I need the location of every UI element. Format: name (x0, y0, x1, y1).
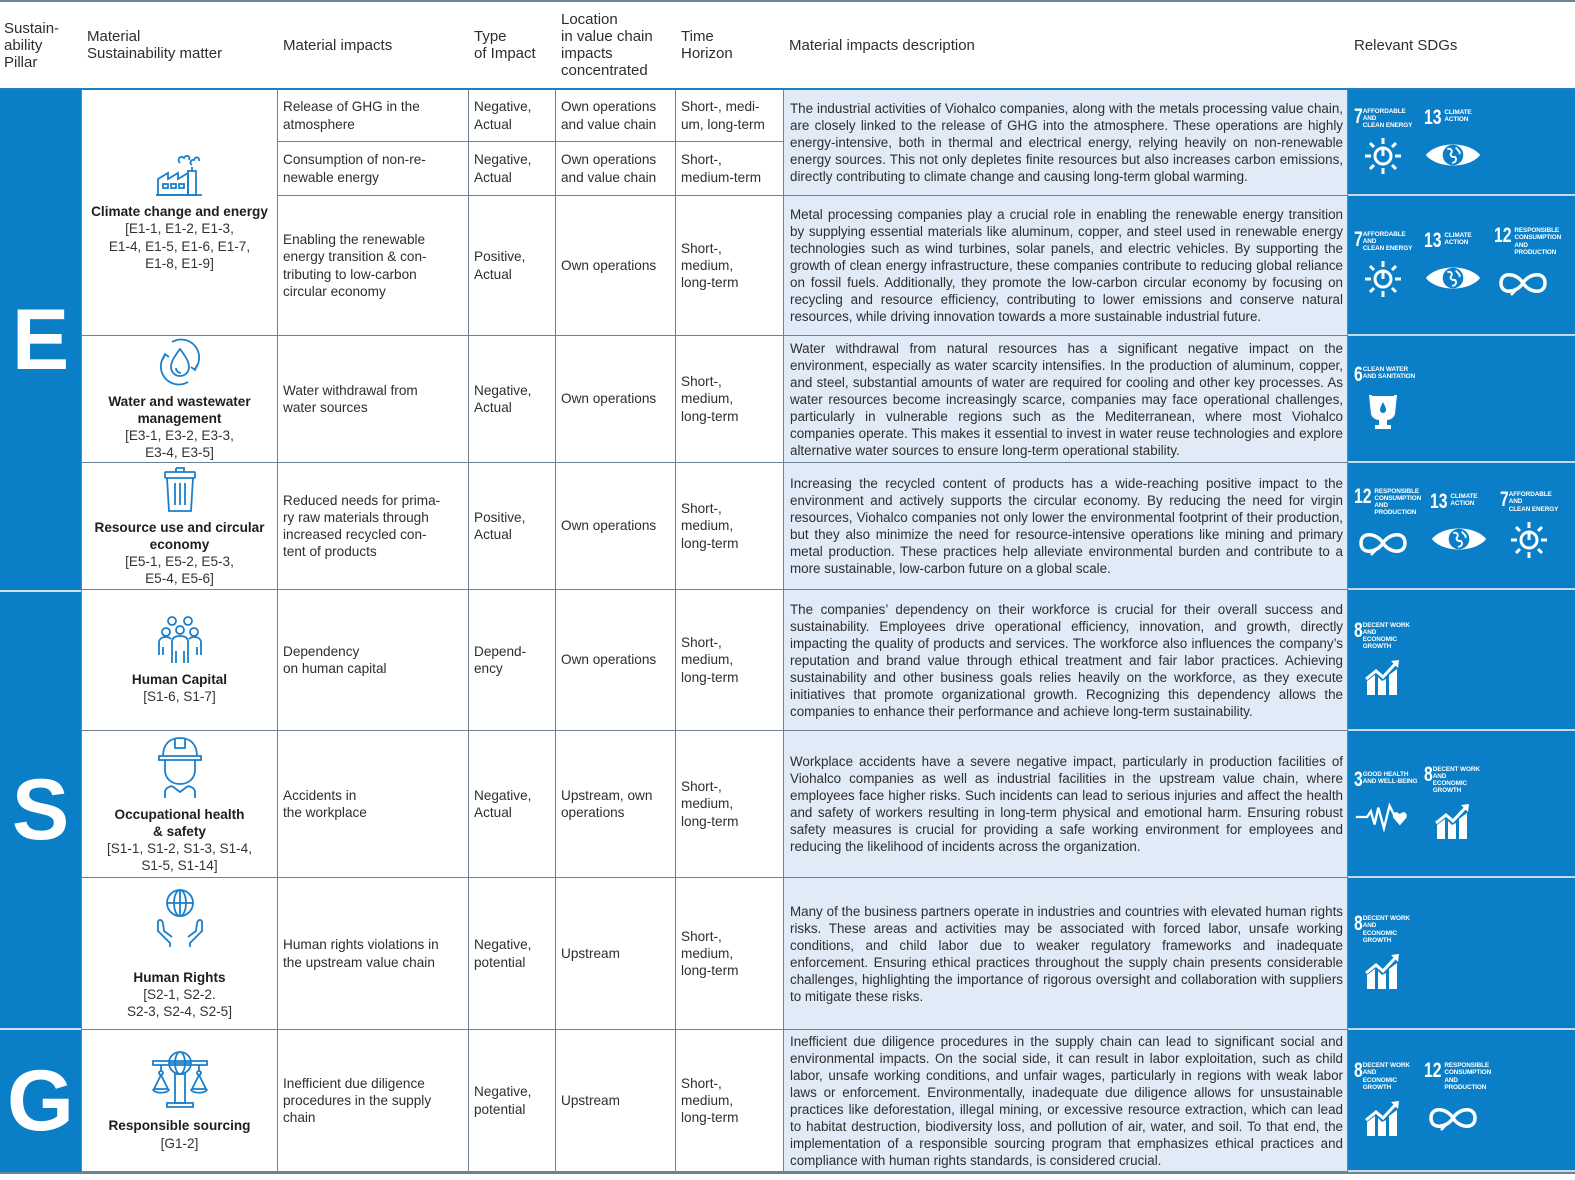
description-cell (784, 463, 1348, 590)
sun-power-icon (1354, 258, 1412, 300)
location-cell (556, 731, 676, 878)
location-cell (556, 196, 676, 336)
impact-cell (278, 196, 469, 336)
time-horizon-cell (676, 336, 784, 463)
time-horizon-cell (676, 1030, 784, 1172)
matter-name: Human Capital (131, 671, 228, 687)
sdg-cell (1348, 731, 1575, 878)
header-matter: Material Sustainability matter (87, 28, 223, 62)
header-impacts: Material impacts (283, 36, 393, 54)
time-horizon-cell (676, 463, 784, 590)
impact-cell (278, 590, 469, 731)
pillar-divider (0, 1028, 81, 1030)
sdg-3-badge (1354, 767, 1420, 838)
time-horizon-text: Short-, medium-term (681, 152, 762, 185)
heartbeat-icon (1354, 796, 1412, 838)
sdg-title (1354, 914, 1420, 944)
sdg-number: 13 (1424, 229, 1442, 252)
time-horizon-text: Short-, medi- um, long-term (681, 99, 765, 132)
matter-cell (81, 336, 278, 463)
sdg-title (1424, 231, 1490, 251)
header-time: Time Horizon (681, 28, 733, 62)
type-text: Positive, Actual (474, 509, 526, 542)
factory-icon (154, 153, 206, 197)
water-cycle-icon (155, 337, 205, 387)
type-text: Negative, Actual (474, 99, 532, 132)
description-text: Many of the business partners operate in industries and countries with elevated human rights risks. These areas and activities may be associated with forced labor, unsafe working conditions, and child labor due to weaker regulatory frameworks and inadequate enforcement. Ensuring ethical practices throughout the supply chain presents considerable challenges, highlighting the importance of rigorous oversight and collaboration with suppliers to mitigate these risks. (790, 903, 1343, 1004)
matter-cell (81, 878, 278, 1030)
type-text: Negative, potential (474, 937, 532, 970)
sdg-cell (1348, 336, 1575, 463)
matter-codes: [E3-1, E3-2, E3-3, E3-4, E3-5] (125, 428, 234, 461)
sdg-title (1354, 362, 1420, 386)
sdg-number: 6 (1354, 362, 1363, 386)
matter-name: Resource use and circular economy (94, 519, 265, 552)
water-glass-icon (1354, 391, 1412, 433)
growth-chart-icon (1354, 656, 1412, 698)
infinity-loop-icon (1424, 1097, 1482, 1139)
time-horizon-text: Short-, medium, long-term (681, 1075, 739, 1126)
eye-globe-icon (1424, 134, 1482, 176)
impact-cell (278, 1030, 469, 1172)
pillar-g (0, 1030, 81, 1172)
sdg-label: CLIMATE ACTION (1444, 232, 1472, 247)
sdg-number: 3 (1354, 767, 1363, 791)
sdg-label: AFFORDABLE AND CLEAN ENERGY (1362, 107, 1413, 130)
sdg-title (1354, 1061, 1420, 1091)
table-bottom-rule (0, 1172, 1575, 1174)
sdg-title (1354, 767, 1420, 791)
time-horizon-cell (676, 590, 784, 731)
description-cell (784, 731, 1348, 878)
description-text: Inefficient due diligence procedures in the supply chain can lead to significant social and environmental impacts. On the social side, it can result in labor exploitation, such as child labor, unsafe working conditions, and unfair wages, particularly in regions with weak labor laws or enforcement. Environmentally, inadequate due diligence allows for unsustainable practices like deforestation, illegal mining, or excessive resource extraction, which can lead to habitat destruction, biodiversity loss, and pollution of air, water, and soil. To that end, the implementation of a responsible sourcing program that emphasizes ethical practices and compliance with human rights standards, is considered crucial. (790, 1033, 1343, 1168)
header-location: Location in value chain impacts concentrated (561, 11, 653, 79)
globe-hands-icon (154, 887, 206, 947)
sdg-cell (1348, 590, 1575, 731)
sdg-number: 12 (1354, 484, 1372, 508)
sdg-title (1354, 104, 1420, 130)
sdg-label: AFFORDABLE AND CLEAN ENERGY (1508, 491, 1559, 513)
growth-chart-icon (1424, 800, 1482, 842)
location-text: Own operations (561, 652, 657, 668)
impact-cell (278, 142, 469, 196)
description-text: The industrial activities of Viohalco companies, along with the metals processing value chain, are closely linked to the release of GHG into the atmosphere. These operations are highly energy-intensive, both in thermal and electrical energy, relying heavily on non-renewable energy sources. This not only depletes finite resources but also increases carbon emissions, directly contributing to climate change and causing long-term global warming. (790, 101, 1343, 184)
infinity-loop-icon (1494, 262, 1552, 304)
description-text: Water withdrawal from natural resources has a significant negative impact on the environment, especially as water scarcity intensifies. In the production of aluminum, copper, and steel, substantial amounts of water are required for cooling and other key processes. As water resources become increasingly scarce, companies may face operational challenges, particularly in vulnerable regions such as the Mediterranean, where most Viohalco companies operate. This makes it essential to invest in water reuse technologies and explore alternative water sources to ensure long-term operational stability. (790, 340, 1343, 458)
type-cell (469, 1030, 556, 1172)
eye-globe-icon (1430, 518, 1488, 560)
sdg-12-badge (1354, 484, 1426, 565)
description-cell (784, 1030, 1348, 1172)
type-cell (469, 336, 556, 463)
type-cell (469, 196, 556, 336)
time-horizon-cell (676, 90, 784, 142)
time-horizon-cell (676, 878, 784, 1030)
sdg-label: RESPONSIBLE CONSUMPTION AND PRODUCTION (1374, 487, 1422, 517)
pillar-letter: S (11, 761, 70, 858)
sdg-label: DECENT WORK AND ECONOMIC GROWTH (1362, 621, 1410, 651)
matter-codes: [S2-1, S2-2. S2-3, S2-4, S2-5] (126, 986, 233, 1020)
time-horizon-text: Short-, medium, long-term (681, 501, 739, 551)
sdg-cell (1348, 196, 1575, 336)
time-horizon-text: Short-, medium, long-term (681, 240, 739, 291)
pillar-e (0, 90, 81, 590)
growth-chart-icon (1354, 950, 1412, 992)
time-horizon-text: Short-, medium, long-term (681, 374, 739, 424)
impact-text: Human rights violations in the upstream value chain (283, 937, 439, 970)
impact-text: Reduced needs for prima- ry raw materials through increased recycled con- tent of products (283, 492, 441, 560)
description-text: Increasing the recycled content of products has a wide-reaching positive impact to the environment and actively supports the circular economy. By reducing the need for virgin resources, Viohalco companies not only lower the environmental footprint of their production, but they also minimize the need for resource-intensive operations like mining and primary metal production. These practices help alleviate environmental burden and contribute to a more sustainable, low-carbon future on a global scale. (790, 476, 1343, 576)
sdg-title (1424, 108, 1490, 128)
sdg-8-badge (1354, 1061, 1420, 1139)
time-horizon-text: Short-, medium, long-term (681, 635, 739, 685)
pillar-divider (0, 590, 81, 592)
location-text: Own operations (561, 391, 657, 407)
type-cell (469, 142, 556, 196)
sdg-number: 7 (1354, 227, 1363, 251)
time-horizon-cell (676, 196, 784, 336)
type-text: Negative, Actual (474, 787, 532, 820)
header-sdgs: Relevant SDGs (1354, 36, 1458, 54)
location-text: Upstream, own operations (561, 787, 653, 820)
location-text: Own operations (561, 518, 657, 534)
pillar-letter: E (11, 291, 70, 388)
sdg-8-badge (1354, 914, 1420, 992)
impact-text: Enabling the renewable energy transition & con- tributing to low-carbon circular economy (283, 232, 427, 299)
sdg-number: 7 (1354, 104, 1363, 128)
sdg-number: 8 (1354, 618, 1363, 642)
sdg-number: 12 (1494, 224, 1512, 248)
location-cell (556, 878, 676, 1030)
location-text: Upstream (561, 945, 620, 961)
impact-text: Inefficient due diligence procedures in the supply chain (283, 1075, 432, 1126)
sdg-label: DECENT WORK AND ECONOMIC GROWTH (1432, 765, 1480, 795)
sdg-cell (1348, 90, 1575, 196)
description-cell (784, 336, 1348, 463)
type-text: Negative, potential (474, 1084, 532, 1117)
sdg-number: 8 (1354, 1059, 1363, 1083)
matter-name: Responsible sourcing (108, 1118, 251, 1134)
header-pillar: Sustain- ability Pillar (4, 19, 60, 71)
location-cell (556, 336, 676, 463)
sdg-label: GOOD HEALTH AND WELL-BEING (1362, 770, 1418, 785)
sdg-title (1354, 227, 1420, 253)
matter-cell (81, 1030, 278, 1172)
sdg-8-badge (1424, 762, 1490, 843)
description-cell (784, 90, 1348, 196)
location-cell (556, 463, 676, 590)
location-cell (556, 590, 676, 731)
location-text: Own operations and value chain (561, 99, 657, 132)
sdg-label: AFFORDABLE AND CLEAN ENERGY (1362, 230, 1413, 253)
type-text: Positive, Actual (474, 249, 526, 282)
sdg-label: RESPONSIBLE CONSUMPTION AND PRODUCTION (1444, 1062, 1492, 1091)
location-text: Own operations and value chain (561, 152, 657, 185)
sdg-13-badge (1430, 489, 1496, 560)
sdg-cell (1348, 1030, 1575, 1172)
sdg-title (1424, 762, 1490, 795)
time-horizon-text: Short-, medium, long-term (681, 779, 739, 829)
impact-cell (278, 336, 469, 463)
type-cell (469, 463, 556, 590)
matter-codes: [E5-1, E5-2, E5-3, E5-4, E5-6] (125, 554, 234, 587)
sdg-title (1424, 1061, 1496, 1091)
type-cell (469, 878, 556, 1030)
matter-codes: [E1-1, E1-2, E1-3, E1-4, E1-5, E1-6, E1-7, E1-8, E1-9] (108, 221, 251, 271)
description-text: Workplace accidents have a severe negative impact, particularly in production facilities of Viohalco companies as well as industrial facilities in the upstream value chain, where employees face higher risks. Such incidents can lead to serious injuries and affect the health and safety of workers resulting in long-term physical and emotional harm. Ensuring robust safety measures is crucial for providing a safe working environment for employees and reducing the likelihood of incidents across the organization. (790, 754, 1343, 854)
sdg-label: RESPONSIBLE CONSUMPTION AND PRODUCTION (1514, 227, 1562, 256)
header-description: Material impacts description (789, 36, 975, 54)
description-cell (784, 196, 1348, 336)
matter-codes: [S1-1, S1-2, S1-3, S1-4, S1-5, S1-14] (106, 841, 253, 874)
time-horizon-cell (676, 731, 784, 878)
location-text: Own operations (561, 257, 657, 273)
location-cell (556, 90, 676, 142)
pillar-s (0, 592, 81, 1028)
sdg-number: 7 (1500, 488, 1509, 512)
sdg-cell (1348, 878, 1575, 1030)
location-cell (556, 142, 676, 196)
sdg-7-badge (1500, 490, 1566, 561)
impact-cell (278, 878, 469, 1030)
growth-chart-icon (1354, 1097, 1412, 1139)
sdg-title (1430, 489, 1496, 513)
trash-bin-icon (162, 465, 198, 513)
sun-power-icon (1354, 135, 1412, 177)
matter-codes: [G1-2] (160, 1135, 199, 1151)
sdg-8-badge (1354, 618, 1420, 699)
sdg-title (1354, 484, 1426, 517)
sdg-number: 8 (1354, 912, 1363, 936)
description-cell (784, 878, 1348, 1030)
type-text: Negative, Actual (474, 152, 532, 185)
impact-text: Release of GHG in the atmosphere (283, 99, 420, 132)
matter-name: Occupational health & safety (114, 806, 245, 839)
sdg-number: 8 (1424, 762, 1433, 786)
pillar-letter: G (7, 1052, 74, 1149)
impact-text: Water withdrawal from water sources (283, 382, 418, 415)
location-cell (556, 1030, 676, 1172)
sdg-12-badge (1424, 1061, 1496, 1139)
type-cell (469, 90, 556, 142)
hard-hat-worker-icon (155, 734, 205, 800)
matter-name: Human Rights (133, 969, 226, 985)
sdg-6-badge (1354, 362, 1420, 433)
matter-cell (81, 463, 278, 590)
type-cell (469, 590, 556, 731)
matter-cell (81, 90, 278, 336)
description-text: The companies’ dependency on their workforce is crucial for their overall success and sustainability. Employees drive operational efficiency, innovation, and growth, directly impacting the quality of products and services. The workforce also influences the company’s reputation and brand value through ethical treatment and fair labor practices. Achieving sustainability and other business goals relies heavily on the workforce, as they execute initiatives that promote organizational growth. Recognizing this dependency allows the companies to enhance their performance and achieve long-term sustainability. (790, 601, 1343, 719)
impact-text: Dependency on human capital (283, 643, 387, 676)
time-horizon-text: Short-, medium, long-term (681, 928, 739, 979)
people-group-icon (155, 615, 205, 665)
scales-globe-icon (149, 1049, 211, 1111)
location-text: Upstream (561, 1092, 620, 1108)
description-cell (784, 590, 1348, 731)
matter-cell (81, 590, 278, 731)
sdg-label: DECENT WORK AND ECONOMIC GROWTH (1362, 1062, 1410, 1091)
infinity-loop-icon (1354, 522, 1412, 564)
eye-globe-icon (1424, 257, 1482, 299)
sdg-label: CLIMATE ACTION (1450, 492, 1478, 507)
sdg-title (1500, 490, 1566, 513)
impact-cell (278, 731, 469, 878)
sdg-label: CLIMATE ACTION (1444, 109, 1472, 124)
header-type: Type of Impact (474, 28, 536, 62)
sdg-number: 13 (1424, 106, 1442, 129)
type-text: Negative, Actual (474, 382, 532, 415)
sdg-number: 13 (1430, 489, 1448, 513)
sdg-13-badge (1424, 108, 1490, 176)
impact-cell (278, 90, 469, 142)
sdg-label: CLEAN WATER AND SANITATION (1362, 365, 1416, 380)
matter-codes: [S1-6, S1-7] (143, 689, 216, 704)
impact-text: Accidents in the workplace (283, 787, 367, 820)
sdg-7-badge (1354, 104, 1420, 178)
type-text: Depend- ency (474, 643, 527, 676)
matter-cell (81, 731, 278, 878)
sdg-title (1494, 226, 1566, 256)
sdg-title (1354, 618, 1420, 651)
sdg-number: 12 (1424, 1059, 1442, 1083)
sdg-7-badge (1354, 227, 1420, 301)
impact-cell (278, 463, 469, 590)
type-cell (469, 731, 556, 878)
sdg-cell (1348, 463, 1575, 590)
sun-power-icon (1500, 519, 1558, 561)
sdg-13-badge (1424, 231, 1490, 299)
matter-name: Water and wastewater management (108, 393, 251, 426)
matter-name: Climate change and energy (91, 204, 268, 220)
time-horizon-cell (676, 142, 784, 196)
impact-text: Consumption of non-re- newable energy (283, 152, 426, 185)
sdg-12-badge (1494, 226, 1566, 304)
description-text: Metal processing companies play a crucial role in enabling the renewable energy transition by supplying essential materials like aluminum, copper, and steel used in renewable energy technologies such as wind turbines, solar panels, and electric vehicles. By supporting the growth of clean energy infrastructure, these companies contribute to reducing global reliance on fossil fuels. Additionally, they promote the low-carbon circular economy by focusing on recycling and resource efficiency, contributing to lower emissions and conserve natural resources, while driving innovation towards a more sustainable industrial future. (790, 207, 1343, 324)
sdg-label: DECENT WORK AND ECONOMIC GROWTH (1362, 915, 1410, 944)
